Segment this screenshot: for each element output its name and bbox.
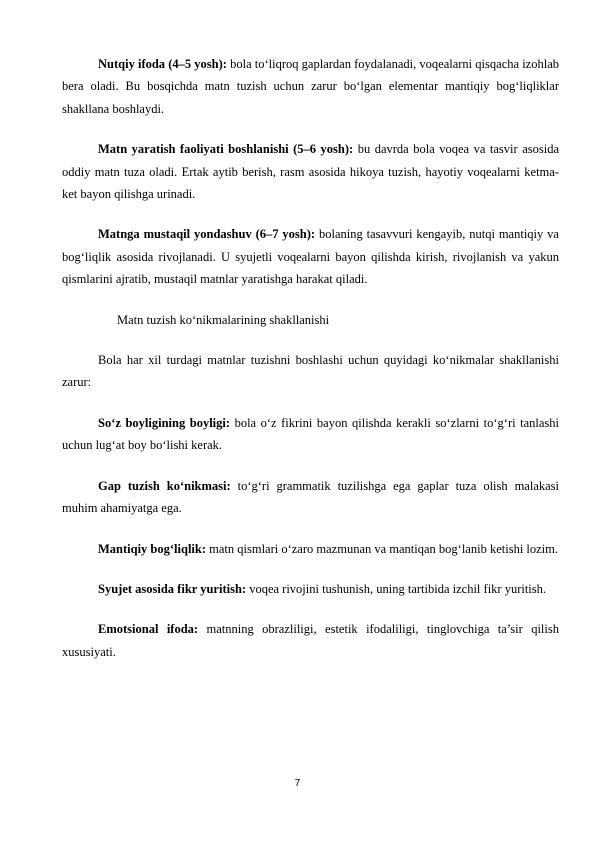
skill-emotional-expression — [62, 618, 559, 663]
term: Nutqiy ifoda (4–5 yosh): — [98, 57, 227, 71]
term: Syujet asosida fikr yuritish: — [98, 581, 247, 596]
term: Matn yaratish faoliyati boshlanishi (5–6 yosh): — [98, 142, 354, 157]
skill-vocabulary — [62, 412, 559, 457]
paragraph-text: bolaning tasavvuri kengayib, nutqi mantiqiy va bog‘liqlik asosida rivojlanadi. U syujetli voqealarni bayon qilishda kirish, rivojlanish va yakun qismlarini ajratib, mustaqil matnlar yaratishga harakat qiladi. — [62, 227, 559, 287]
paragraph-text-creation-start — [62, 138, 559, 205]
skill-sentence-building — [62, 475, 559, 520]
paragraph-text: bu davrda bola voqea va tasvir asosida oddiy matn tuza oladi. Ertak aytib berish, rasm asosida hikoya tuzish, hayotiy voqealarni ketma-ket bayon qilishga urinadi. — [62, 142, 559, 202]
paragraph-text: to‘g‘ri grammatik tuzilishga ega gaplar tuza olish malakasi muhim ahamiyatga ega. — [62, 478, 560, 516]
paragraph-text: matn qismlari o‘zaro mazmunan va mantiqan bog‘lanib ketishi lozim. — [206, 541, 559, 556]
term: Gap tuzish ko‘nikmasi: — [98, 478, 231, 493]
paragraph-independent-approach — [62, 223, 559, 290]
paragraph-text: bola to‘liqroq gaplardan foydalanadi, voqealarni qisqacha izohlab bera oladi. Bu bosqichda matn tuzish uchun zarur bo‘lgan elementar mantiqiy bog‘liqliklar shakllana boshlaydi. — [62, 57, 559, 116]
paragraph-text: bola o‘z fikrini bayon qilishda kerakli so‘zlarni to‘g‘ri tanlashi uchun lug‘at boy bo‘lishi kerak. — [62, 415, 559, 453]
paragraph-text: voqea rivojini tushunish, uning tartibida izchil fikr yuritish. — [246, 581, 547, 596]
section-heading: Matn tuzish ko‘nikmalarining shakllanishi — [117, 312, 330, 327]
term: Mantiqiy bog‘liqlik: — [98, 541, 207, 556]
document-page — [62, 53, 559, 681]
skill-plot-reasoning — [62, 578, 559, 600]
term: Matnga mustaqil yondashuv (6–7 yosh): — [98, 227, 316, 242]
term: Emotsional ifoda: — [98, 622, 199, 637]
page-number: 7 — [294, 778, 301, 789]
intro-paragraph: Bola har xil turdagi matnlar tuzishni boshlashi uchun quyidagi ko‘nikmalar shakllanishi zarur: — [62, 353, 559, 390]
skill-logical-connection — [62, 538, 559, 560]
paragraph-speech-expression — [62, 53, 559, 120]
paragraph-text: matnning obrazliligi, estetik ifodaliligi, tinglovchiga ta’sir qilish xususiyati. — [62, 622, 559, 659]
term: So‘z boyligining boyligi: — [98, 415, 231, 430]
